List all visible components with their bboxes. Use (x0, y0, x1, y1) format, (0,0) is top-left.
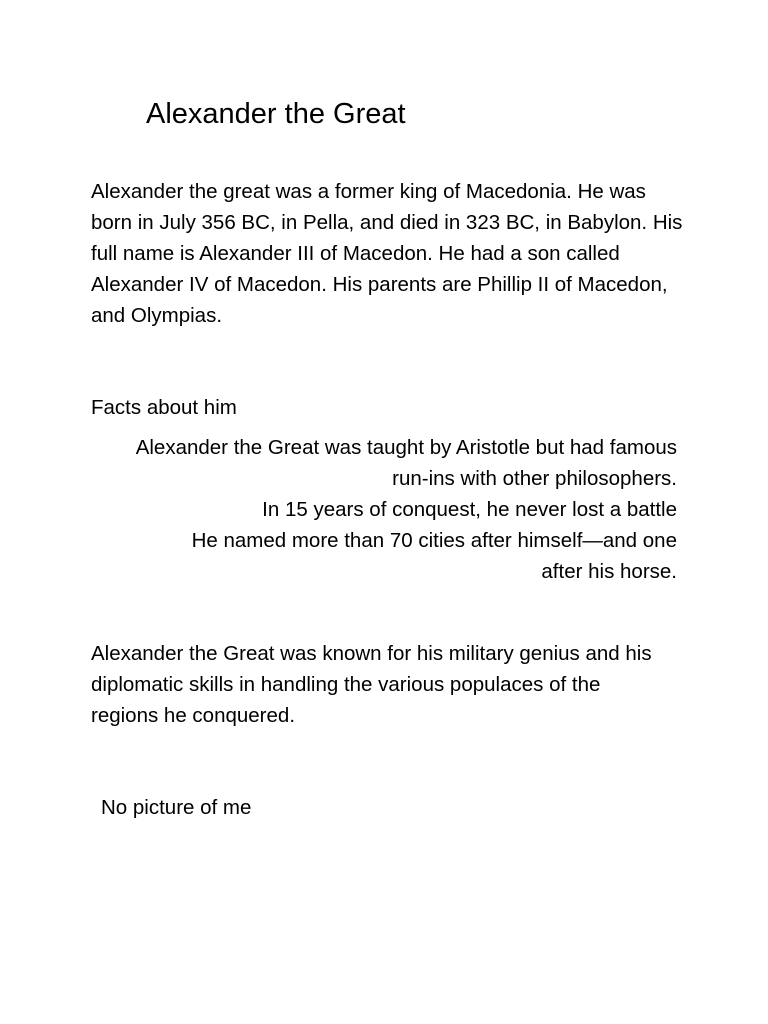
intro-line: Alexander the great was a former king of Macedonia. He was (91, 180, 646, 203)
document-title: Alexander the Great (146, 98, 406, 130)
summary-paragraph (91, 638, 691, 731)
summary-line: regions he conquered. (91, 704, 296, 727)
facts-line: In 15 years of conquest, he never lost a battle (262, 498, 677, 521)
facts-line: Alexander the Great was taught by Aristotle but had famous (135, 436, 677, 459)
facts-line: run-ins with other philosophers. (392, 467, 677, 490)
intro-paragraph (91, 176, 691, 331)
summary-line: Alexander the Great was known for his military genius and his (91, 642, 652, 665)
facts-line: He named more than 70 cities after himself—and one (191, 529, 677, 552)
intro-line: full name is Alexander III of Macedon. He had a son called (91, 242, 620, 265)
picture-caption: No picture of me (101, 796, 252, 819)
intro-line: and Olympias. (91, 304, 223, 327)
facts-heading: Facts about him (91, 396, 237, 419)
facts-paragraph (77, 432, 677, 587)
intro-line: born in July 356 BC, in Pella, and died in 323 BC, in Babylon. His (91, 211, 683, 234)
intro-line: Alexander IV of Macedon. His parents are Phillip II of Macedon, (91, 273, 668, 296)
facts-line: after his horse. (541, 560, 677, 583)
summary-line: diplomatic skills in handling the various populaces of the (91, 673, 601, 696)
